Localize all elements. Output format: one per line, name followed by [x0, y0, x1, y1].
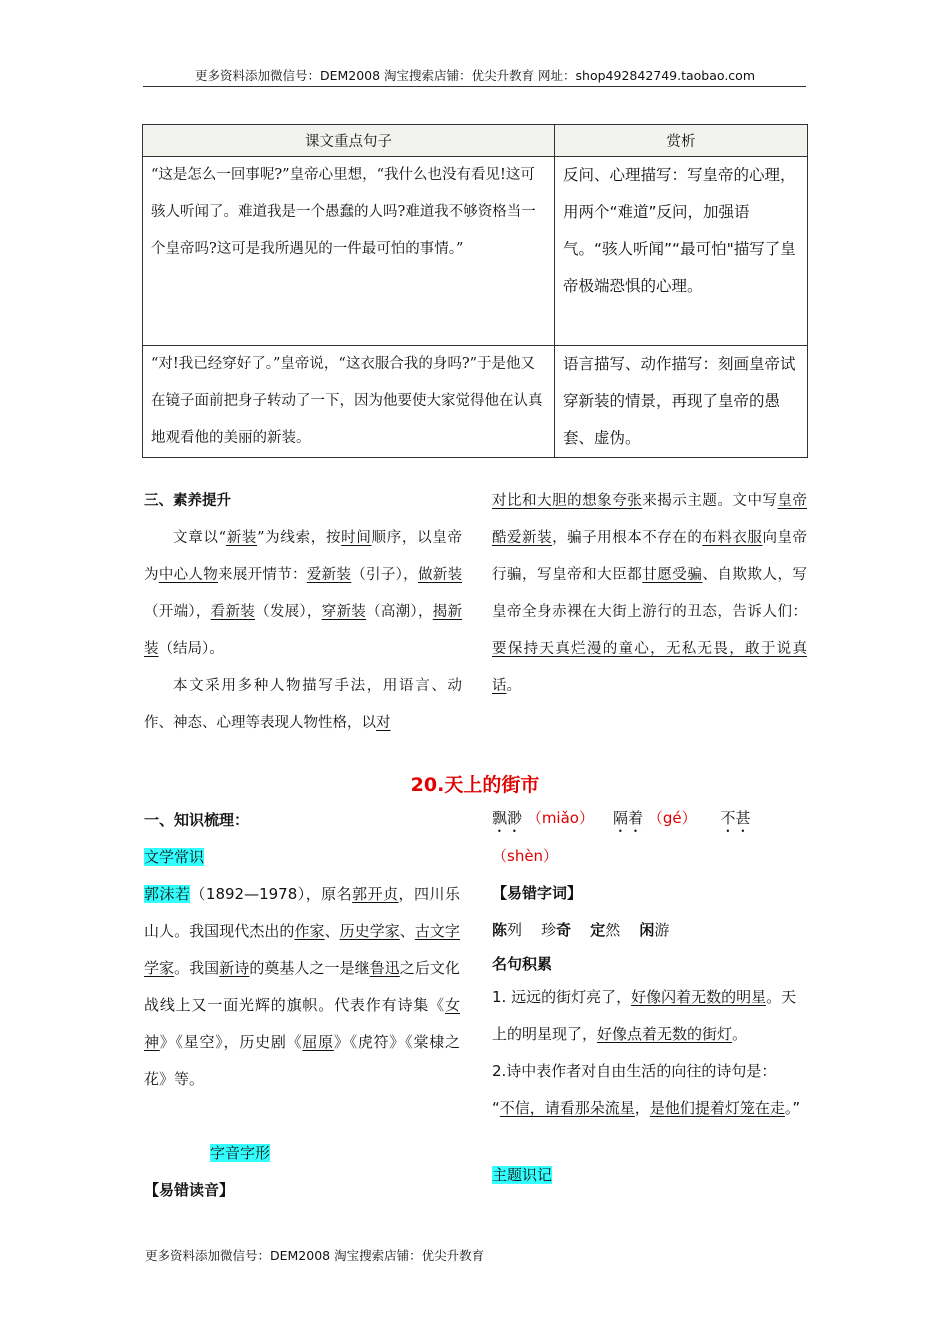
section3-paragraph2-start: 本文采用多种人物描写手法，用语言、动作、神态、心理等表现人物性格，以对	[144, 678, 462, 731]
misread-label: 【易错读音】	[144, 1181, 235, 1199]
section3-right	[492, 483, 807, 705]
section3-paragraph2-cont: 对比和大胆的想象夸张来揭示主题。文中写皇帝酷爱新装，骗子用根本不存在的布料衣服向皇帝行骗，写皇帝和大臣都甘愿受骗、自欺欺人，写皇帝全身赤裸在大街上游行的丑态，告诉人们：要保持天真烂漫的童心，无私无畏，敢于说真话。	[492, 493, 808, 694]
header-divider	[143, 86, 806, 87]
theme-label: 主题识记	[492, 1166, 553, 1184]
lesson-title: 20.天上的街市	[410, 774, 540, 796]
page-footer: 更多资料添加微信号：DEM2008 淘宝搜索店铺：优尖升教育	[145, 1248, 485, 1263]
section3-heading: 三、素养提升	[144, 493, 231, 509]
miswrite-words: 陈列 珍奇 定然 闲游	[492, 921, 670, 939]
lesson20-right	[492, 799, 810, 1194]
table-cell-analysis: 反问、心理描写：写皇帝的心理，用两个“难道”反问，加强语气。“骇人听闻”“最可怕"描写了皇帝极端恐惧的心理。	[555, 157, 808, 346]
pronunciation-label: 字音字形	[210, 1144, 271, 1162]
table-header-analysis: 赏析	[555, 125, 808, 157]
author-bio: 郭沫若（1892—1978），原名郭开贞，四川乐山人。我国现代杰出的作家、历史学家、古文字学家。我国新诗的奠基人之一是继鲁迅之后文化战线上又一面光辉的旗帜。代表作有诗集《女神》《星空》，历史剧《屈原》《虎符》《棠棣之花》等。	[144, 885, 460, 1088]
table-row	[143, 346, 808, 458]
quotes-label: 名句积累	[492, 955, 553, 973]
misread-pronunciations: 飘渺 （miǎo） 隔着 （gé） 不甚 （shèn）	[492, 809, 751, 865]
table-header-sentence: 课文重点句子	[143, 125, 555, 157]
table-header-row	[143, 125, 808, 157]
section3-left	[144, 483, 462, 742]
table-cell-sentence: “对!我已经穿好了。”皇帝说，“这衣服合我的身吗?”于是他又在镜子面前把身子转动了一下，因为他要使大家觉得他在认真地观看他的美丽的新装。	[143, 346, 555, 458]
table-cell-sentence: “这是怎么一回事呢?”皇帝心里想，“我什么也没有看见!这可骇人听闻了。难道我是一个愚蠢的人吗?难道我不够资格当一个皇帝吗?这可是我所遇见的一件最可怕的事情。”	[143, 157, 555, 346]
table-row	[143, 157, 808, 346]
knowledge-heading: 一、知识梳理：	[144, 811, 250, 829]
lesson20-left	[144, 802, 460, 1209]
key-sentences-table	[142, 124, 808, 458]
section3-paragraph1: 文章以“新装”为线索，按时间顺序，以皇帝为中心人物来展开情节：爱新装（引子），做新装（开端），看新装（发展），穿新装（高潮），揭新装（结局）。	[144, 530, 463, 657]
quote-1: 1. 远远的街灯亮了，好像闪着无数的明星。天上的明星现了，好像点着无数的街灯。	[492, 988, 797, 1043]
quote-2: 2.诗中表作者对自由生活的向往的诗句是： “不信，请看那朵流星，是他们提着灯笼在走。”	[492, 1062, 801, 1117]
page-header: 更多资料添加微信号：DEM2008 淘宝搜索店铺：优尖升教育 网址：shop492842749.taobao.com	[194, 68, 756, 83]
miswrite-label: 【易错字词】	[492, 884, 583, 902]
literature-label: 文学常识	[144, 848, 205, 866]
table-cell-analysis: 语言描写、动作描写：刻画皇帝试穿新装的情景，再现了皇帝的愚套、虚伪。	[555, 346, 808, 458]
